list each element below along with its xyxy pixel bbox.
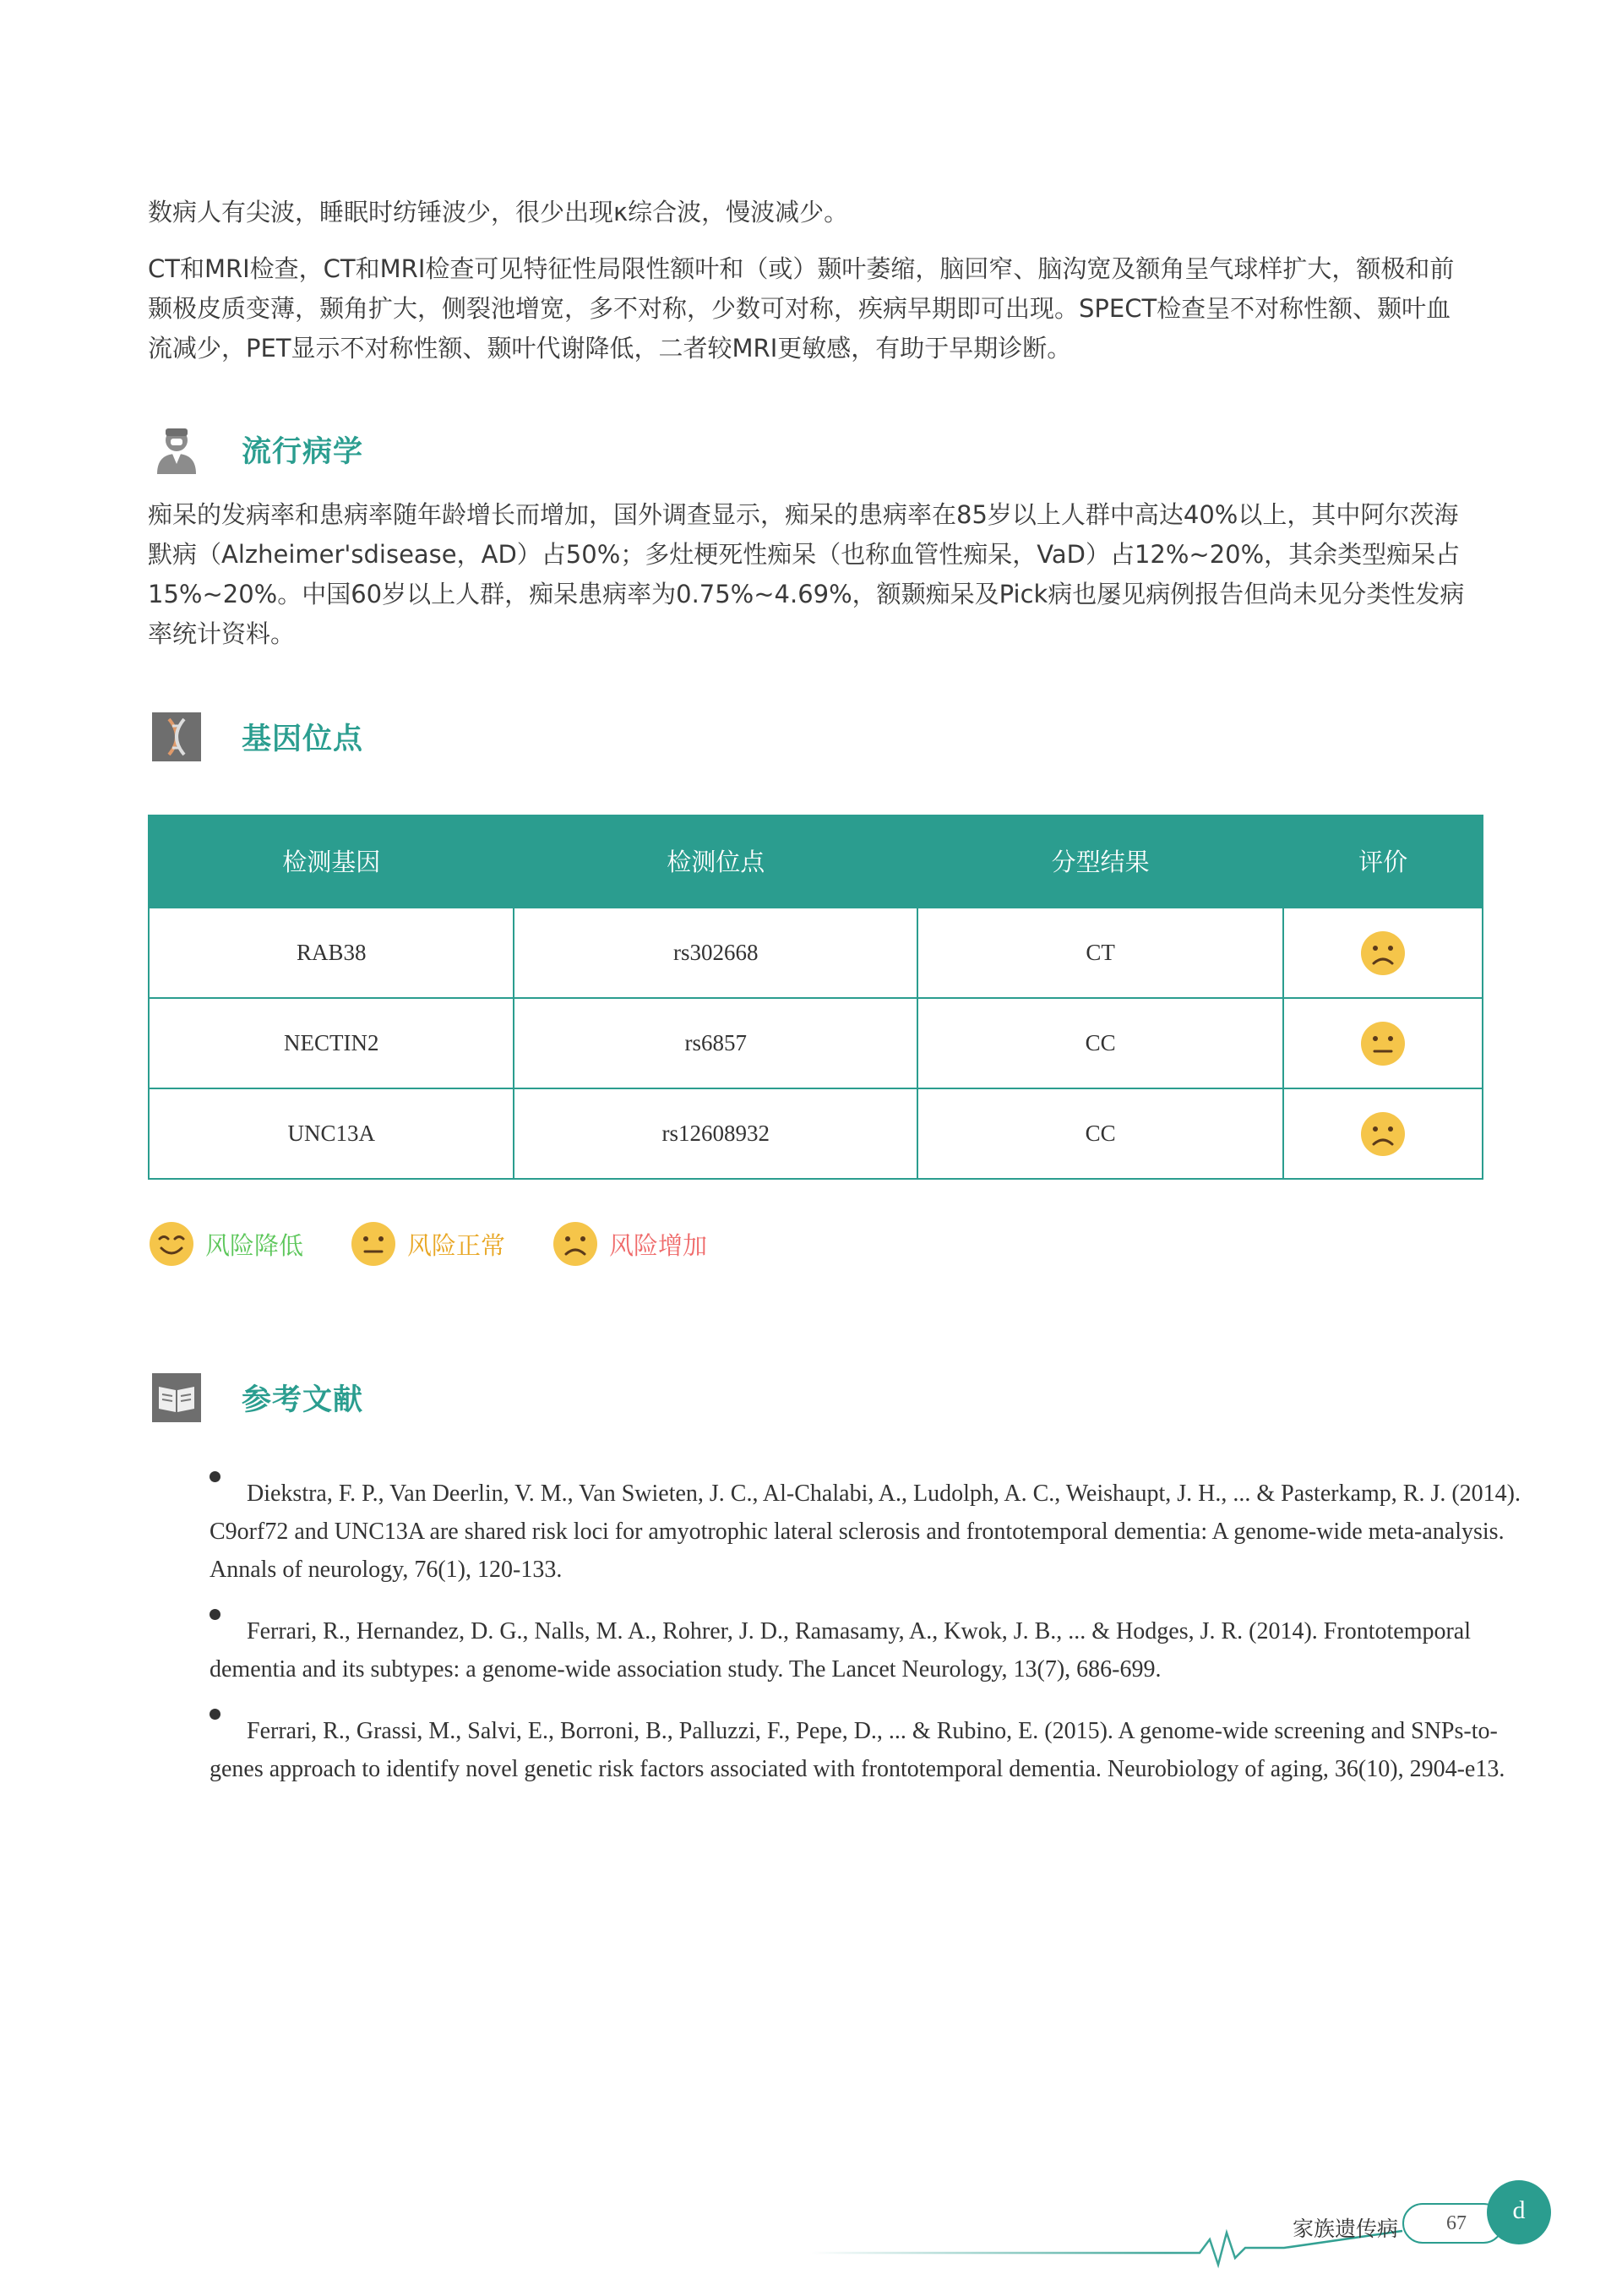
section-gene-loci — [150, 710, 363, 764]
section-title-references: 参考文献 — [242, 1383, 364, 1417]
footer-title: 家族遗传病 — [1293, 2217, 1399, 2241]
sad-face-icon — [1359, 1110, 1407, 1158]
page-footer — [0, 2180, 1622, 2282]
rating-cell — [1283, 1088, 1483, 1179]
gene-cell: NECTIN2 — [149, 998, 514, 1088]
happy-face-icon — [148, 1220, 195, 1268]
gene-cell: UNC13A — [149, 1088, 514, 1179]
doctor-icon — [150, 423, 203, 476]
risk-legend — [148, 1220, 754, 1268]
list-item — [210, 1475, 1544, 1589]
legend-normal — [350, 1220, 505, 1268]
gene-table — [148, 815, 1483, 1180]
bullet-icon — [210, 1609, 220, 1620]
legend-normal-label: 风险正常 — [407, 1230, 506, 1260]
section-title-epidemiology: 流行病学 — [242, 435, 364, 469]
dna-icon — [150, 711, 203, 763]
result-cell: CC — [917, 1088, 1283, 1179]
reference-list — [210, 1475, 1544, 1812]
result-cell: CC — [917, 998, 1283, 1088]
rating-cell — [1283, 998, 1483, 1088]
intro-paragraph-2: CT和MRI检查，CT和MRI检查可见特征性局限性额叶和（或）颞叶萎缩，脑回窄、脑沟宽及额角呈气球样扩大，额极和前颞极皮质变薄，颞角扩大，侧裂池增宽，多不对称，少数可对称，疾病早期即可出现。SPECT检查呈不对称性额、颞叶血流减少，PET显示不对称性额、颞叶代谢降低，二者较MRI更敏感，有助于早期诊断。 — [148, 254, 1455, 363]
neutral-face-icon — [350, 1220, 397, 1268]
gene-cell: RAB38 — [149, 908, 514, 998]
header-rating: 评价 — [1283, 815, 1483, 908]
table-row — [149, 908, 1483, 998]
list-item — [210, 1712, 1544, 1788]
table-header-row — [149, 815, 1483, 908]
section-references — [150, 1371, 363, 1425]
book-icon — [150, 1372, 203, 1424]
list-item — [210, 1612, 1544, 1688]
reference-text: Ferrari, R., Hernandez, D. G., Nalls, M. A., Rohrer, J. D., Ramasamy, A., Kwok, J. B., ... & Hodges, J. R. (2014). Frontotemporal dementia and its subtypes: a genome-wide association study. The Lancet Neurology, 13(7), 686-699. — [210, 1618, 1471, 1682]
reference-text: Ferrari, R., Grassi, M., Salvi, E., Borroni, B., Palluzzi, F., Pepe, D., ... & Rubino, E. (2015). A genome-wide screening and SNPs-to-genes approach to identify novel genetic risk factors associated with frontotemporal dementia. Neurobiology of aging, 36(10), 2904-e13. — [210, 1718, 1505, 1782]
legend-low — [148, 1220, 303, 1268]
bullet-icon — [210, 1471, 220, 1482]
result-cell: CT — [917, 908, 1283, 998]
table-row — [149, 1088, 1483, 1179]
sad-face-icon — [552, 1220, 599, 1268]
header-result: 分型结果 — [917, 815, 1283, 908]
epidemiology-paragraph: 痴呆的发病率和患病率随年龄增长而增加，国外调查显示，痴呆的患病率在85岁以上人群中高达40%以上，其中阿尔茨海默病（Alzheimer'sdisease，AD）占50%；多灶梗死性痴呆（也称血管性痴呆，VaD）占12%~20%，其余类型痴呆占15%~20%。中国60岁以上人群，痴呆患病率为0.75%~4.69%，额颞痴呆及Pick病也屡见病例报告但尚未见分类性发病率统计资料。 — [148, 500, 1465, 648]
neutral-face-icon — [1359, 1020, 1407, 1067]
section-title-gene-loci: 基因位点 — [242, 723, 364, 756]
footer-badge: d — [1487, 2180, 1551, 2244]
sad-face-icon — [1359, 930, 1407, 977]
intro-paragraph-1: 数病人有尖波，睡眠时纺锤波少，很少出现κ综合波，慢波减少。 — [148, 198, 849, 226]
table-row — [149, 998, 1483, 1088]
page-number: 67 — [1446, 2212, 1467, 2234]
header-gene: 检测基因 — [149, 815, 514, 908]
site-cell: rs12608932 — [514, 1088, 917, 1179]
site-cell: rs6857 — [514, 998, 917, 1088]
site-cell: rs302668 — [514, 908, 917, 998]
legend-low-label: 风险降低 — [205, 1230, 304, 1260]
rating-cell — [1283, 908, 1483, 998]
legend-high-label: 风险增加 — [609, 1230, 708, 1260]
section-epidemiology — [150, 423, 363, 477]
reference-text: Diekstra, F. P., Van Deerlin, V. M., Van Swieten, J. C., Al-Chalabi, A., Ludolph, A. C., Weishaupt, J. H., ... & Pasterkamp, R. J. (2014). C9orf72 and UNC13A are shared risk loci for amyotrophic lateral sclerosis and frontotemporal dementia: A genome-wide meta-analysis. Annals of neurology, 76(1), 120-133. — [210, 1481, 1521, 1583]
header-site: 检测位点 — [514, 815, 917, 908]
bullet-icon — [210, 1709, 220, 1720]
legend-high — [552, 1220, 707, 1268]
